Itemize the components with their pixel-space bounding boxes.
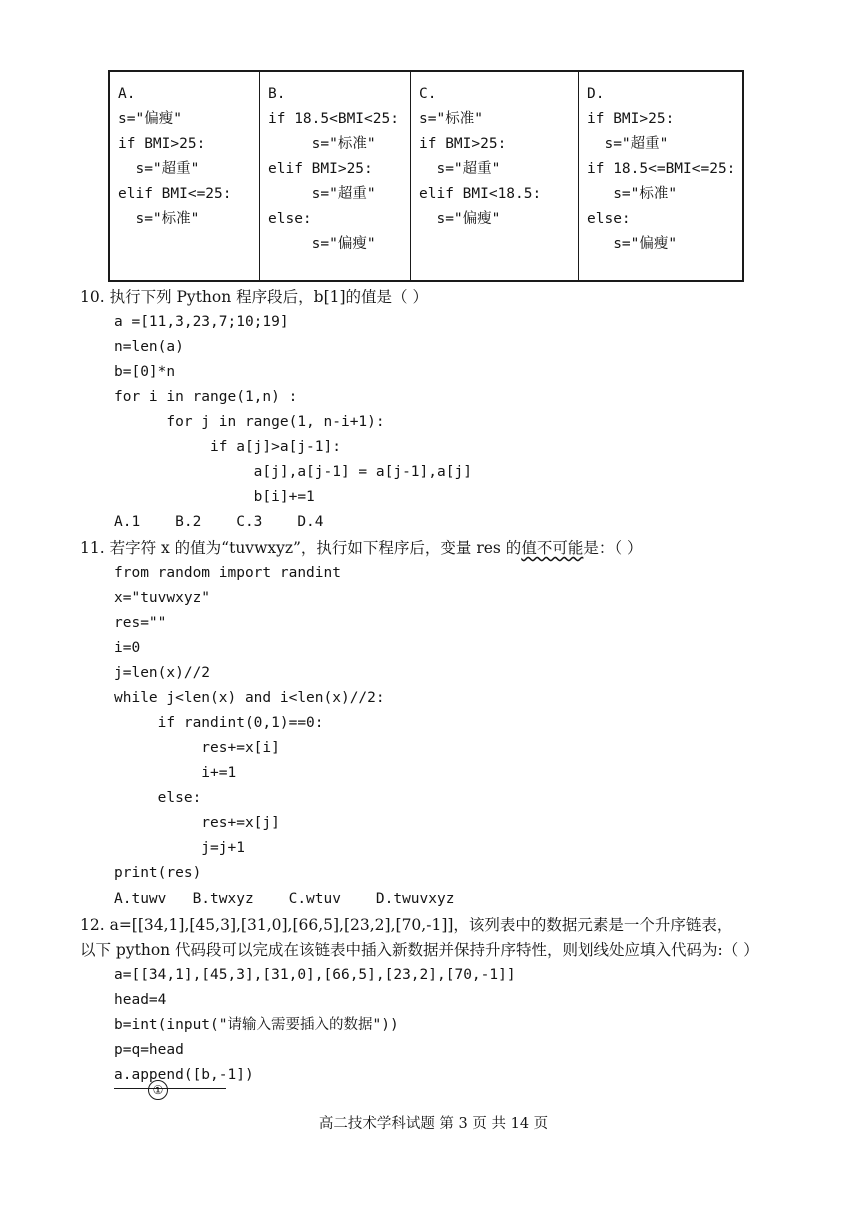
option-a-cell [110,72,260,280]
option-d-cell [579,72,742,280]
q11-stem-before: 11. 若字符 x 的值为“tuvwxyz”，执行如下程序后，变量 res 的 [80,539,522,557]
code-line: b=int(input("请输入需要插入的数据")) [114,1017,399,1033]
code-line: b[i]+=1 [114,489,315,505]
code-line: while j<len(x) and i<len(x)//2: [114,690,385,706]
code-line: b=[0]*n [114,364,176,380]
option-d-line: if 18.5<=BMI<=25: [587,161,736,177]
q12-code [114,963,516,1088]
q11-choices: A.tuwv B.twxyz C.wtuv D.twuvxyz [114,891,455,907]
option-b-line: s="偏瘦" [268,236,376,252]
code-line: else: [114,790,202,806]
option-b-line: if 18.5<BMI<25: [268,111,399,127]
code-line: j=len(x)//2 [114,665,211,681]
option-a-line: A. [118,86,136,102]
code-line: a=[[34,1],[45,3],[31,0],[66,5],[23,2],[70,-1]] [114,967,516,983]
option-d-line: s="超重" [587,136,669,152]
q10-code [114,310,472,510]
option-c-line: s="标准" [419,111,483,127]
option-c-line: elif BMI<18.5: [419,186,542,202]
blank-number-label: ① [148,1080,168,1100]
options-table [108,70,744,282]
option-b-line: else: [268,211,312,227]
page-footer: 高二技术学科试题 第 3 页 共 14 页 [318,1116,549,1132]
option-b-cell [260,72,411,280]
code-line: a[j],a[j-1] = a[j-1],a[j] [114,464,472,480]
code-line: from random import randint [114,565,341,581]
q10-stem: 10. 执行下列 Python 程序段后，b[1]的值是（ ） [80,288,428,306]
code-line: head=4 [114,992,167,1008]
code-line: for j in range(1, n-i+1): [114,414,385,430]
code-line: if randint(0,1)==0: [114,715,324,731]
option-d-line: else: [587,211,631,227]
option-b-line: s="标准" [268,136,376,152]
code-line: p=q=head [114,1042,184,1058]
answer-blank-1[interactable] [114,1088,226,1089]
option-d-line: s="标准" [587,186,678,202]
q12-stem-line1: 12. a=[[34,1],[45,3],[31,0],[66,5],[23,2],[70,-1]]，该列表中的数据元素是一个升序链表， [80,916,733,934]
q11-code [114,561,385,886]
code-line: print(res) [114,865,202,881]
q11-stem-after: 是：（ ） [583,539,643,557]
code-line: res="" [114,615,167,631]
code-line: i=0 [114,640,141,656]
q12-stem-line2: 以下 python 代码段可以完成在该链表中插入新数据并保持升序特性，则划线处应填入代码为:（ ） [80,941,759,959]
code-line: i+=1 [114,765,237,781]
code-line: res+=x[j] [114,815,280,831]
option-d-line: s="偏瘦" [587,236,678,252]
option-a-line: elif BMI<=25: [118,186,232,202]
option-b-line: B. [268,86,286,102]
option-a-line: if BMI>25: [118,136,206,152]
option-c-line: C. [419,86,437,102]
code-line: n=len(a) [114,339,184,355]
option-a-line: s="偏瘦" [118,111,182,127]
q10-choices: A.1 B.2 C.3 D.4 [114,514,324,530]
option-b-line: elif BMI>25: [268,161,373,177]
option-c-line: s="超重" [419,161,501,177]
code-line: a =[11,3,23,7;10;19] [114,314,289,330]
code-line: x="tuvwxyz" [114,590,211,606]
q11-stem-emphasis: 值不可能 [521,539,584,557]
code-line: j=j+1 [114,840,245,856]
code-line: res+=x[i] [114,740,280,756]
option-c-line: s="偏瘦" [419,211,501,227]
option-d-line: if BMI>25: [587,111,675,127]
option-b-line: s="超重" [268,186,376,202]
option-a-line: s="超重" [118,161,200,177]
code-line: for i in range(1,n) : [114,389,298,405]
code-line: if a[j]>a[j-1]: [114,439,341,455]
q11-stem [80,536,643,561]
option-a-line: s="标准" [118,211,200,227]
option-c-line: if BMI>25: [419,136,507,152]
option-c-cell [411,72,579,280]
option-d-line: D. [587,86,605,102]
code-line: a.append([b,-1]) [114,1067,254,1083]
